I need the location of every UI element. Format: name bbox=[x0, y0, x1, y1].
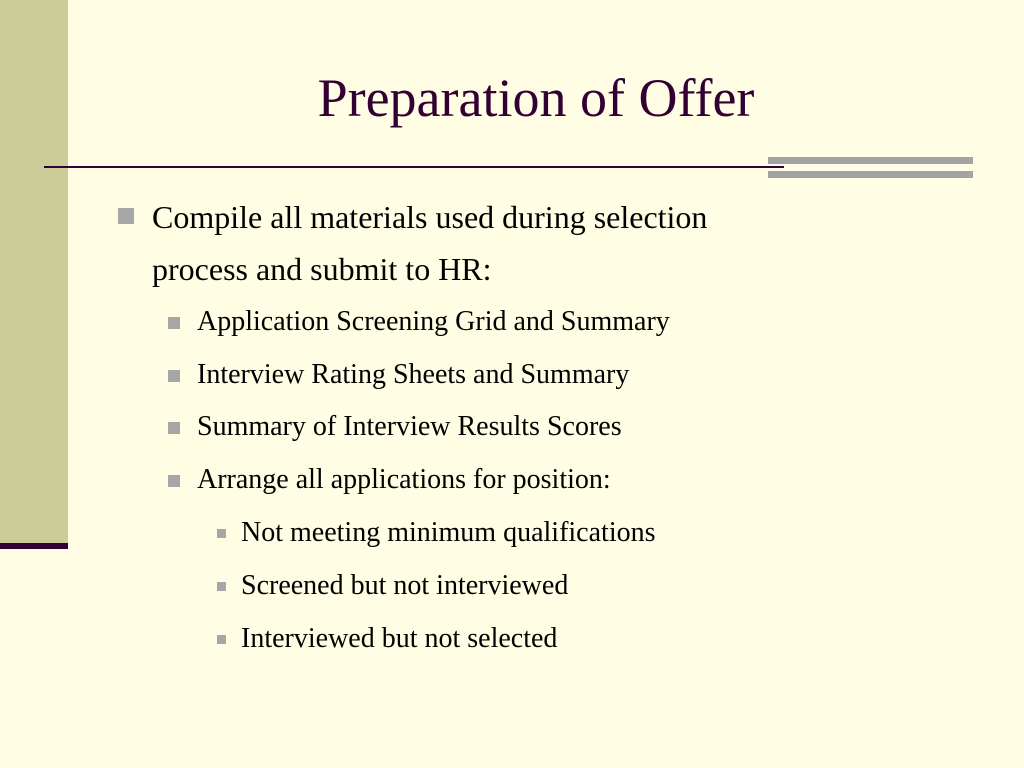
square-bullet-icon bbox=[168, 422, 180, 434]
square-bullet-icon bbox=[118, 208, 134, 224]
square-bullet-icon bbox=[168, 475, 180, 487]
sub-bullet-label: Summary of Interview Results Scores bbox=[197, 411, 622, 442]
bullet-main-line-1: Compile all materials used during selection bbox=[152, 199, 708, 235]
sub-bullet-screening-grid bbox=[197, 302, 670, 342]
subsub-bullet-screened bbox=[241, 566, 568, 606]
bullet-main-line-2: process and submit to HR: bbox=[152, 251, 492, 287]
square-bullet-icon bbox=[217, 635, 226, 644]
square-bullet-icon bbox=[217, 529, 226, 538]
square-bullet-icon bbox=[168, 370, 180, 382]
sub-bullet-results-scores bbox=[197, 407, 622, 447]
sub-bullet-label: Arrange all applications for position: bbox=[197, 464, 611, 495]
subsub-bullet-label: Interviewed but not selected bbox=[241, 623, 558, 654]
subsub-bullet-interviewed bbox=[241, 619, 557, 659]
bullet-main bbox=[152, 193, 707, 241]
sub-bullet-label: Application Screening Grid and Summary bbox=[197, 306, 670, 337]
slide-title: Preparation of Offer bbox=[317, 68, 755, 128]
subsub-bullet-label: Not meeting minimum qualifications bbox=[241, 517, 656, 548]
sub-bullet-rating-sheets bbox=[197, 355, 629, 395]
sub-bullet-arrange-applications bbox=[197, 460, 611, 500]
square-bullet-icon bbox=[217, 582, 226, 591]
subsub-bullet-label: Screened but not interviewed bbox=[241, 570, 569, 601]
sub-bullet-label: Interview Rating Sheets and Summary bbox=[197, 359, 630, 390]
square-bullet-icon bbox=[168, 317, 180, 329]
subsub-bullet-not-meeting bbox=[241, 513, 656, 553]
bullet-main-continuation bbox=[152, 245, 492, 293]
